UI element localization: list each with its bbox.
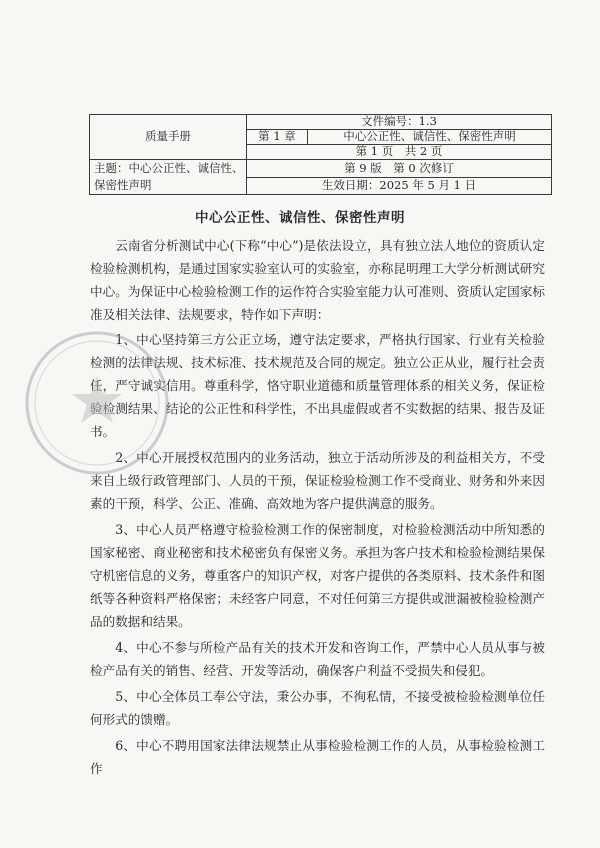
doc-title-cell: 质量手册 — [90, 115, 247, 160]
chapter-title: 中心公正性、诚信性、保密性声明 — [308, 130, 552, 145]
clause-1: 1、中心坚持第三方公正立场，遵守法定要求，严格执行国家、行业有关检验检测的法律法规、技术标准、技术规范及合同的规定。独立公正从业，履行社会责任，严守诚实信用。尊重科学，恪守职业道德和质量管理体系的相关义务，保证检验检测结果、结论的公正性和科学性，不出具虚假或者不实数据的结果、报告及证书。 — [90, 332, 545, 439]
page-info: 第 1 页 共 2 页 — [247, 145, 552, 160]
clause-4: 4、中心不参与所检产品有关的技术开发和咨询工作，严禁中心人员从事与被检产品有关的销售、经营、开发等活动，确保客户利益不受损失和侵犯。 — [90, 640, 545, 678]
clause-3: 3、中心人员严格遵守检验检测工作的保密制度，对检验检测活动中所知悉的国家秘密、商业秘密和技术秘密负有保密义务。承担为客户技术和检验检测结果保守机密信息的义务，尊重客户的知识产权，对客户提供的各类原料、技术条件和图纸等各种资料严格保密；未经客户同意，不对任何第三方提供或泄漏被检验检测产品的数据和结果。 — [90, 522, 545, 629]
chapter-number: 第 1 章 — [247, 130, 308, 145]
clause-5: 5、中心全体员工奉公守法，秉公办事，不徇私情，不接受被检验检测单位任何形式的馈赠。 — [90, 689, 545, 727]
file-number: 文件编号：1.3 — [247, 115, 552, 130]
effective-date: 生效日期：2025 年 5 月 1 日 — [247, 177, 552, 195]
subject-cell: 主题：中心公正性、诚信性、保密性声明 — [90, 160, 247, 195]
header-table — [89, 114, 552, 195]
document-title: 中心公正性、诚信性、保密性声明 — [195, 210, 405, 226]
document-body — [90, 234, 545, 783]
version-info: 第 9 版 第 0 次修订 — [247, 160, 552, 178]
clause-2: 2、中心开展授权范围内的业务活动，独立于活动所涉及的利益相关方，不受来自上级行政管理部门、人员的干预，保证检验检测工作不受商业、财务和外来因素的干预，科学、公正、准确、高效地为客户提供满意的服务。 — [90, 450, 545, 511]
clause-6: 6、中心不聘用国家法律法规禁止从事检验检测工作的人员，从事检验检测工作 — [90, 738, 545, 776]
intro-paragraph: 云南省分析测试中心(下称“中心”)是依法设立，具有独立法人地位的资质认定检验检测机构，是通过国家实验室认可的实验室，亦称昆明理工大学分析测试研究中心。为保证中心检验检测工作的运作符合实验室能力认可准则、资质认定国家标准及相关法律、法规要求，特作如下声明： — [90, 238, 545, 322]
